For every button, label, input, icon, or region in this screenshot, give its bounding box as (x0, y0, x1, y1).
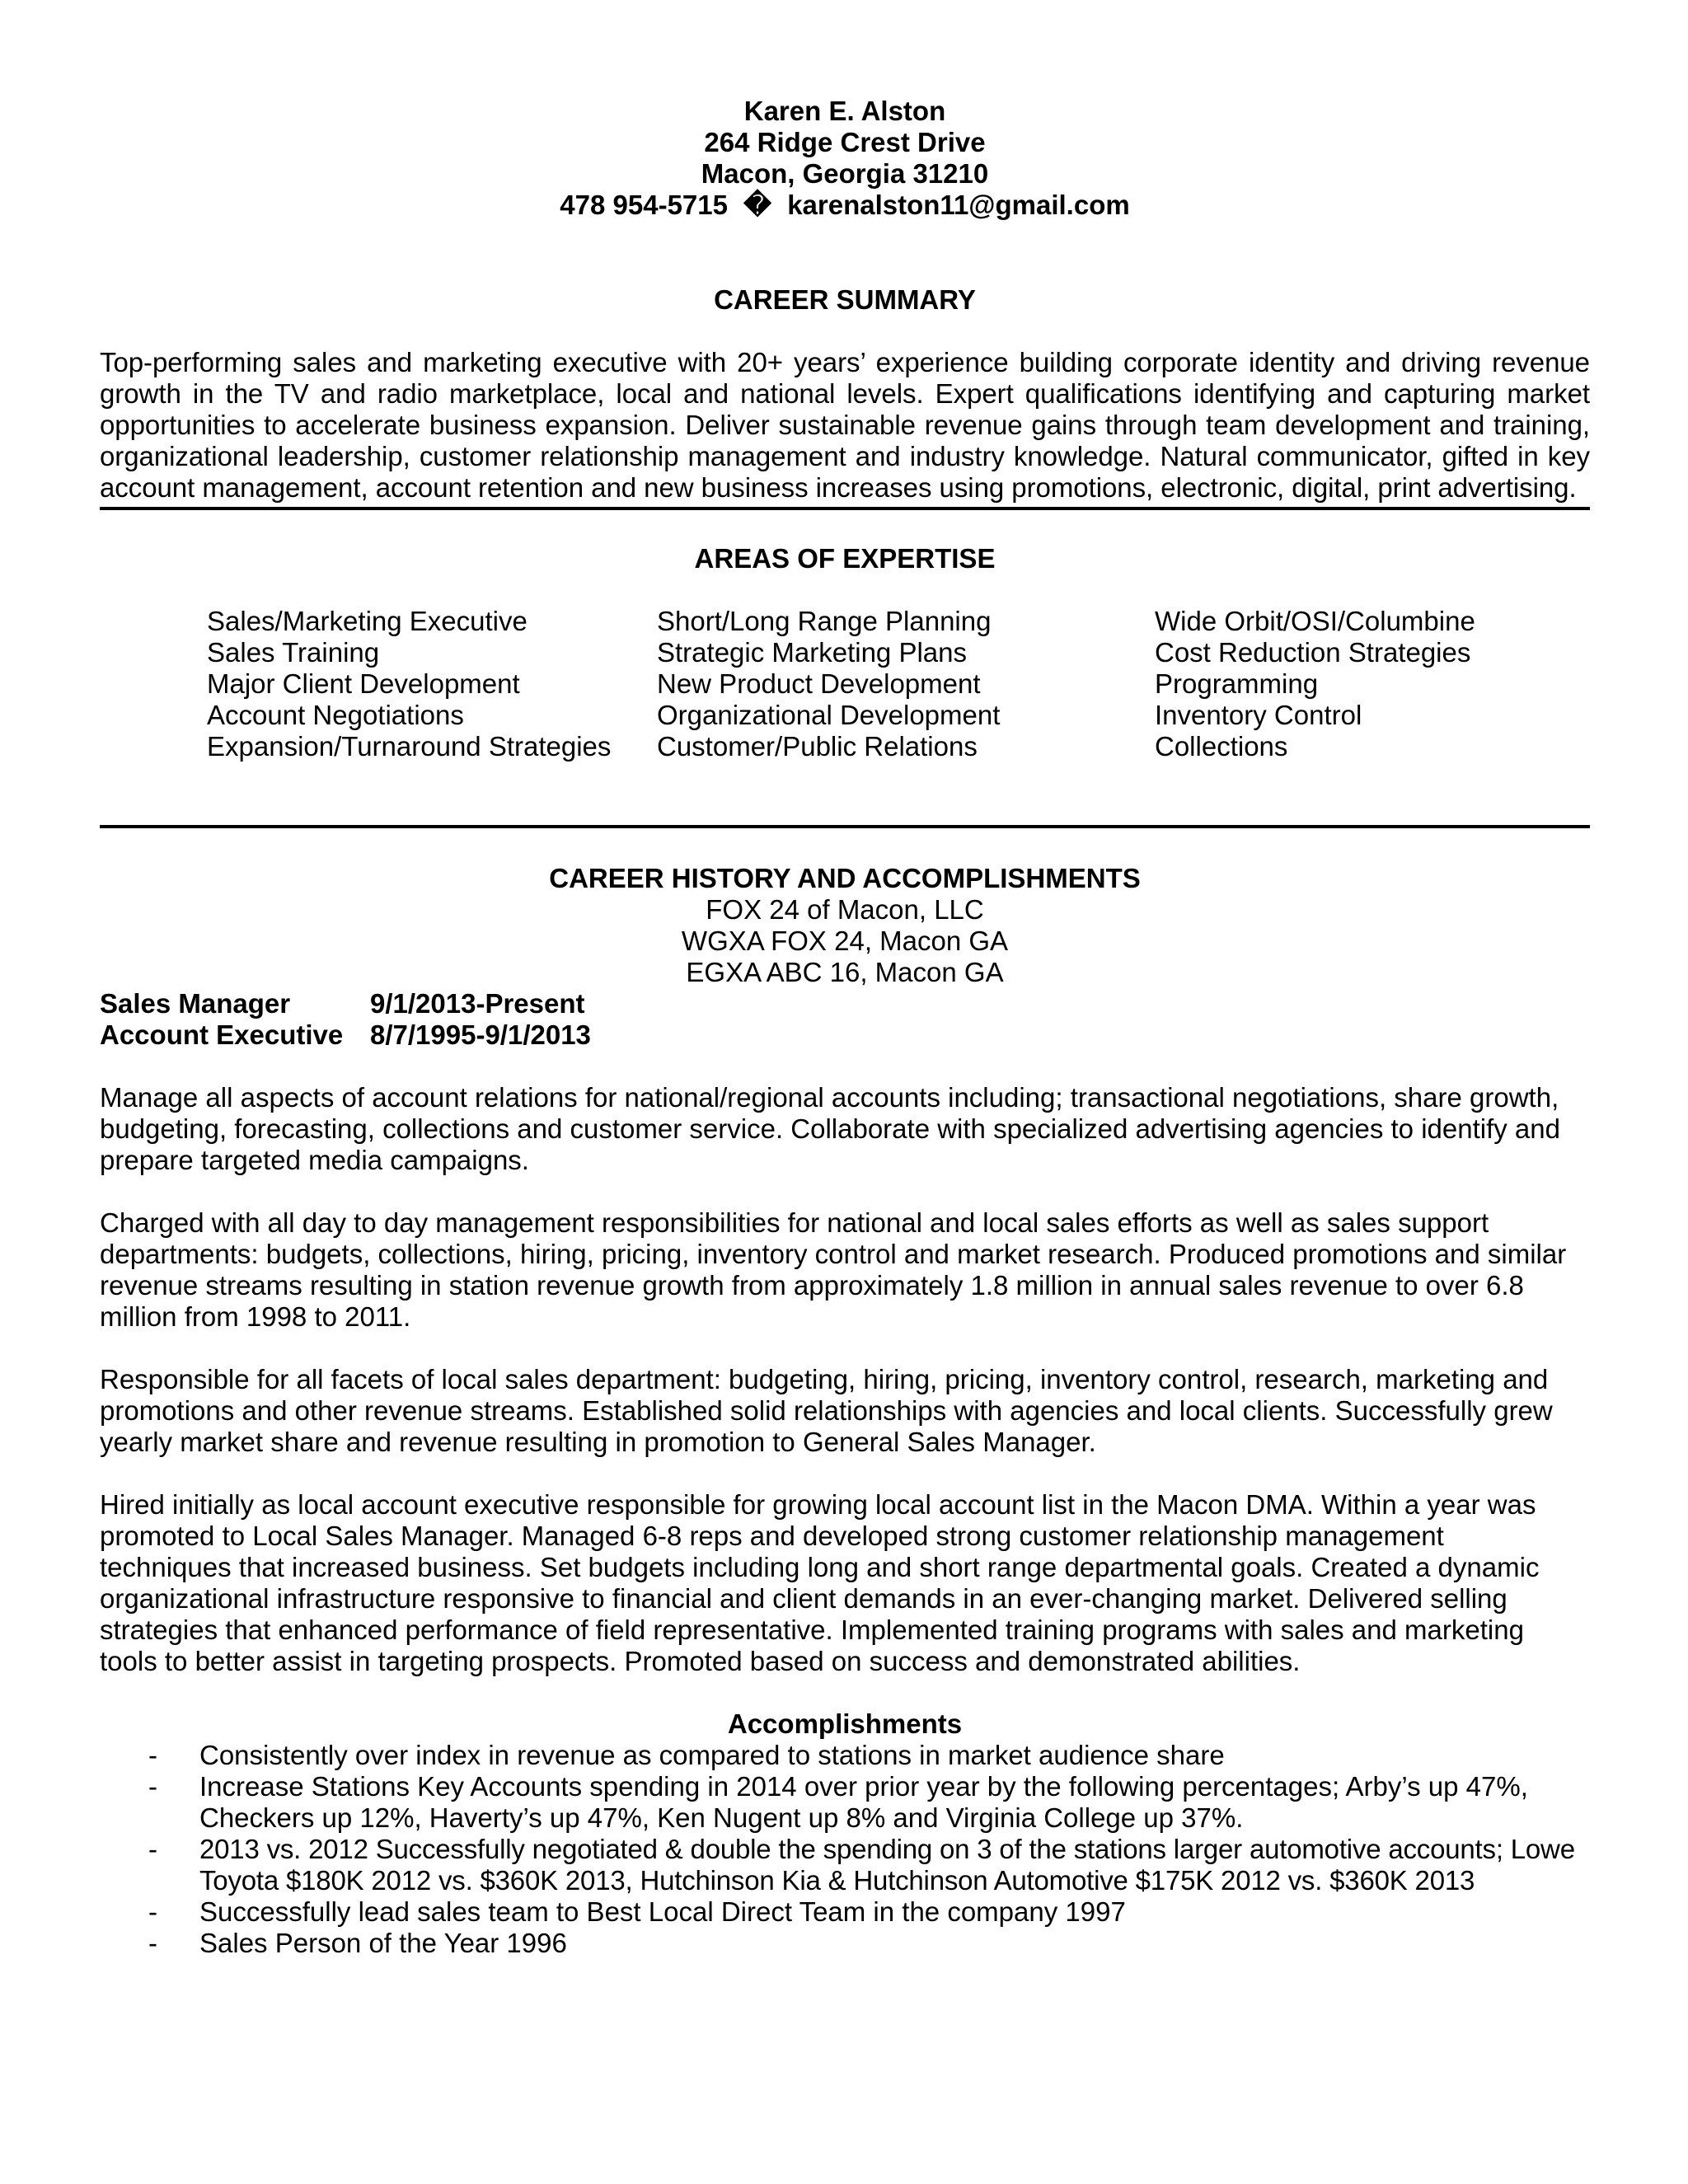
expertise-item: Sales/Marketing Executive (207, 606, 528, 636)
phone-number: 478 954-5715 (560, 190, 728, 220)
list-item (100, 1740, 1590, 1771)
accomplishments-list (100, 1740, 1590, 1959)
resume-page (100, 96, 1590, 1959)
expertise-item: Short/Long Range Planning (657, 606, 992, 636)
expertise-item: Collections (1155, 731, 1288, 762)
station-name: WGXA FOX 24, Macon GA (681, 926, 1009, 956)
expertise-grid (207, 606, 1590, 762)
accomplishment-text: Consistently over index in revenue as compared to stations in market audience share (199, 1740, 1225, 1770)
expertise-item: Cost Reduction Strategies (1155, 637, 1471, 668)
areas-of-expertise-title: AREAS OF EXPERTISE (694, 543, 996, 574)
email-address: karenalston11@gmail.com (787, 190, 1130, 220)
expertise-column (657, 606, 1155, 762)
history-paragraph: Hired initially as local account executive responsible for growing local account list in the Macon DMA. Within a year was promoted to Local Sales Manager. Managed 6-8 reps and developed strong customer relationship management techniques that increased business. Set budgets including long and short range departmental goals. Created a dynamic organizational infrastructure responsive to financial and client demands in an ever-changing market. Delivered selling strategies that enhanced performance of field representative. Implemented training programs with sales and marketing tools to better assist in targeting prospects. Promoted based on success and demonstrated abilities. (100, 1489, 1540, 1676)
career-summary-title: CAREER SUMMARY (714, 284, 976, 315)
dash-bullet-icon: - (148, 1928, 157, 1958)
city-state-zip: Macon, Georgia 31210 (701, 158, 989, 189)
role-dates: 8/7/1995-9/1/2013 (370, 1019, 591, 1050)
expertise-item: Inventory Control (1155, 700, 1362, 730)
candidate-name: Karen E. Alston (743, 96, 946, 126)
street-address: 264 Ridge Crest Drive (704, 127, 986, 157)
list-item (100, 1896, 1590, 1928)
history-paragraph: Manage all aspects of account relations for national/regional accounts including; transactional negotiations, share growth, budgeting, forecasting, collections and customer service. Collaborate with specialized advertising agencies to identify and prepare targeted media campaigns. (100, 1082, 1560, 1175)
accomplishment-text: 2013 vs. 2012 Successfully negotiated & double the spending on 3 of the stations larger automotive accounts; Lowe Toyota $180K 2012 vs. $360K 2013, Hutchinson Kia & Hutchinson Automotive $175K 2012 vs. $360K 2013 (199, 1834, 1575, 1896)
expertise-item: Strategic Marketing Plans (657, 637, 968, 668)
accomplishment-text: Sales Person of the Year 1996 (199, 1928, 567, 1958)
dash-bullet-icon: - (148, 1896, 157, 1927)
employer-name: FOX 24 of Macon, LLC (706, 894, 984, 925)
career-history-title: CAREER HISTORY AND ACCOMPLISHMENTS (549, 863, 1141, 893)
history-paragraph: Responsible for all facets of local sales department: budgeting, hiring, pricing, inventory control, research, marketing and promotions and other revenue streams. Established solid relationships with agencies and local clients. Successfully grew yearly market share and revenue resulting in promotion to General Sales Manager. (100, 1364, 1553, 1457)
expertise-item: Account Negotiations (207, 700, 464, 730)
expertise-item: Wide Orbit/OSI/Columbine (1155, 606, 1475, 636)
expertise-column (207, 606, 657, 762)
expertise-item: Customer/Public Relations (657, 731, 978, 762)
dash-bullet-icon: - (148, 1771, 157, 1802)
career-summary-text: Top-performing sales and marketing executive with 20+ years’ experience building corporate identity and driving revenue growth in the TV and radio marketplace, local and national levels. Expert qualifications identifying and capturing market opportunities to accelerate business expansion. Deliver sustainable revenue gains through team development and training, organizational leadership, customer relationship management and industry knowledge. Natural communicator, gifted in key account management, account retention and new business increases using promotions, electronic, digital, print advertising. (100, 347, 1590, 503)
expertise-item: Major Client Development (207, 668, 520, 699)
expertise-item: Sales Training (207, 637, 380, 668)
list-item (100, 1771, 1590, 1834)
expertise-item: Expansion/Turnaround Strategies (207, 731, 612, 762)
role-dates: 9/1/2013-Present (370, 988, 585, 1019)
accomplishment-text: Successfully lead sales team to Best Local Direct Team in the company 1997 (199, 1896, 1126, 1927)
contact-header (100, 96, 1590, 221)
expertise-item: New Product Development (657, 668, 981, 699)
role-title: Account Executive (100, 1019, 344, 1050)
list-item (100, 1834, 1590, 1896)
dash-bullet-icon: - (148, 1834, 157, 1864)
accomplishments-title: Accomplishments (727, 1708, 963, 1739)
history-paragraph: Charged with all day to day management responsibilities for national and local sales efforts as well as sales support departments: budgets, collections, hiring, pricing, inventory control and market research. Produced promotions and similar revenue streams resulting in station revenue growth from approximately 1.8 million in annual sales revenue to over 6.8 million from 1998 to 2011. (100, 1207, 1567, 1332)
expertise-item: Organizational Development (657, 700, 1001, 730)
expertise-column (1155, 606, 1583, 762)
role-row (100, 988, 1590, 1019)
expertise-item: Programming (1155, 668, 1319, 699)
list-item (100, 1928, 1590, 1959)
role-title: Sales Manager (100, 988, 291, 1019)
dash-bullet-icon: - (148, 1740, 157, 1770)
separator-glyph-icon: � (743, 190, 772, 220)
accomplishment-text: Increase Stations Key Accounts spending in 2014 over prior year by the following percentages; Arby’s up 47%, Checkers up 12%, Haverty’s up 47%, Ken Nugent up 8% and Virginia College up 37%. (199, 1771, 1528, 1833)
role-row (100, 1019, 1590, 1051)
contact-line (100, 190, 1590, 221)
station-name: EGXA ABC 16, Macon GA (686, 957, 1004, 987)
